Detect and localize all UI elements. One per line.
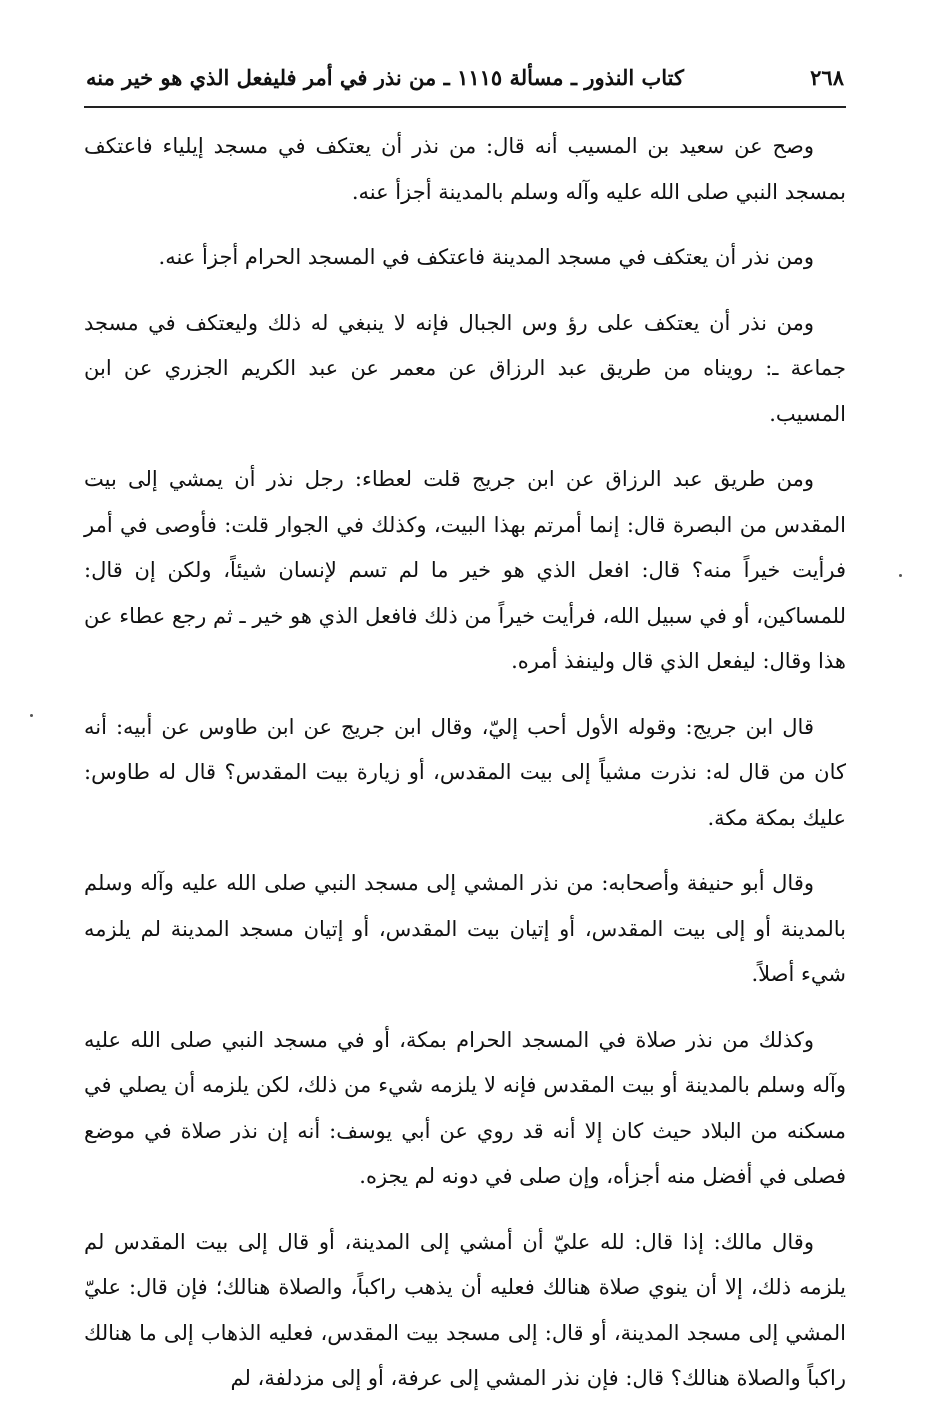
paragraph-6: وقال أبو حنيفة وأصحابه: من نذر المشي إلى مسجد النبي صلى الله عليه وآله وسلم بالمدينة أو إلى بيت المقدس، أو إتيان بيت المقدس، أو إتيان مسجد المدينة لم يلزمه شيء أصلاً. [84,871,846,986]
paragraph-7: وكذلك من نذر صلاة في المسجد الحرام بمكة، أو في مسجد النبي صلى الله عليه وآله وسلم بالمدينة أو بيت المقدس فإنه لا يلزمه شيء من ذلك، لكن يلزمه أن يصلي في مسكنه من البلاد حيث كان إلا أنه قد روي عن أبي يوسف: أنه إن نذر صلاة في موضع فصلى في أفضل منه أجزأه، وإن صلى في دونه لم يجزه. [84,1027,846,1188]
paragraph-5: قال ابن جريج: وقوله الأول أحب إليّ، وقال ابن جريج عن ابن طاوس عن أبيه: أنه كان من قال له: نذرت مشياً إلى بيت المقدس، أو زيارة بيت المقدس؟ قال له طاوس: عليك بمكة مكة. [84,714,846,830]
paragraph-2: ومن نذر أن يعتكف في مسجد المدينة فاعتكف في المسجد الحرام أجزأ عنه. [158,245,814,269]
paragraph-1: وصح عن سعيد بن المسيب أنه قال: من نذر أن يعتكف في مسجد إيلياء فاعتكف بمسجد النبي صلى الله عليه وآله وسلم بالمدينة أجزأ عنه. [84,134,846,204]
paragraph-3: ومن نذر أن يعتكف على رؤ وس الجبال فإنه لا ينبغي له ذلك وليعتكف في مسجد جماعة ـ: رويناه من طريق عبد الرزاق عن معمر عن عبد الكريم الجزري عن ابن المسيب. [84,310,846,426]
page-header [86,52,844,102]
header-rule [84,106,846,108]
scan-speck [30,714,33,717]
page-number: ٢٦٨ [810,64,844,90]
scan-speck [899,574,902,577]
paragraph-8: وقال مالك: إذا قال: لله عليّ أن أمشي إلى المدينة، أو قال إلى بيت المقدس لم يلزمه ذلك، إلا أن ينوي صلاة هنالك فعليه أن يذهب راكباً، والصلاة هنالك؛ فإن قال: عليّ المشي إلى مسجد المدينة، أو قال: إلى مسجد بيت المقدس، فعليه الذهاب إلى ما هنالك راكباً والصلاة هنالك؟ قال: فإن نذر المشي إلى عرفة، أو إلى مزدلفة، لم [84,1229,846,1390]
paragraph-4: ومن طريق عبد الرزاق عن ابن جريج قلت لعطاء: رجل نذر أن يمشي إلى بيت المقدس من البصرة قال: إنما أمرتم بهذا البيت، وكذلك في الجوار قلت: فأوصى في أمر فرأيت خيراً منه؟ قال: افعل الذي هو خير ما لم تسم لإنسان شيئاً، ولكن إن قال: للمساكين، أو في سبيل الله، فرأيت خيراً من ذلك فافعل الذي هو خير ـ ثم رجع عطاء عن هذا وقال: ليفعل الذي قال ولينفذ أمره. [84,467,846,673]
running-title: كتاب النذور ـ مسألة ١١١٥ ـ من نذر في أمر فليفعل الذي هو خير منه [86,64,685,90]
body-text [84,124,846,1402]
